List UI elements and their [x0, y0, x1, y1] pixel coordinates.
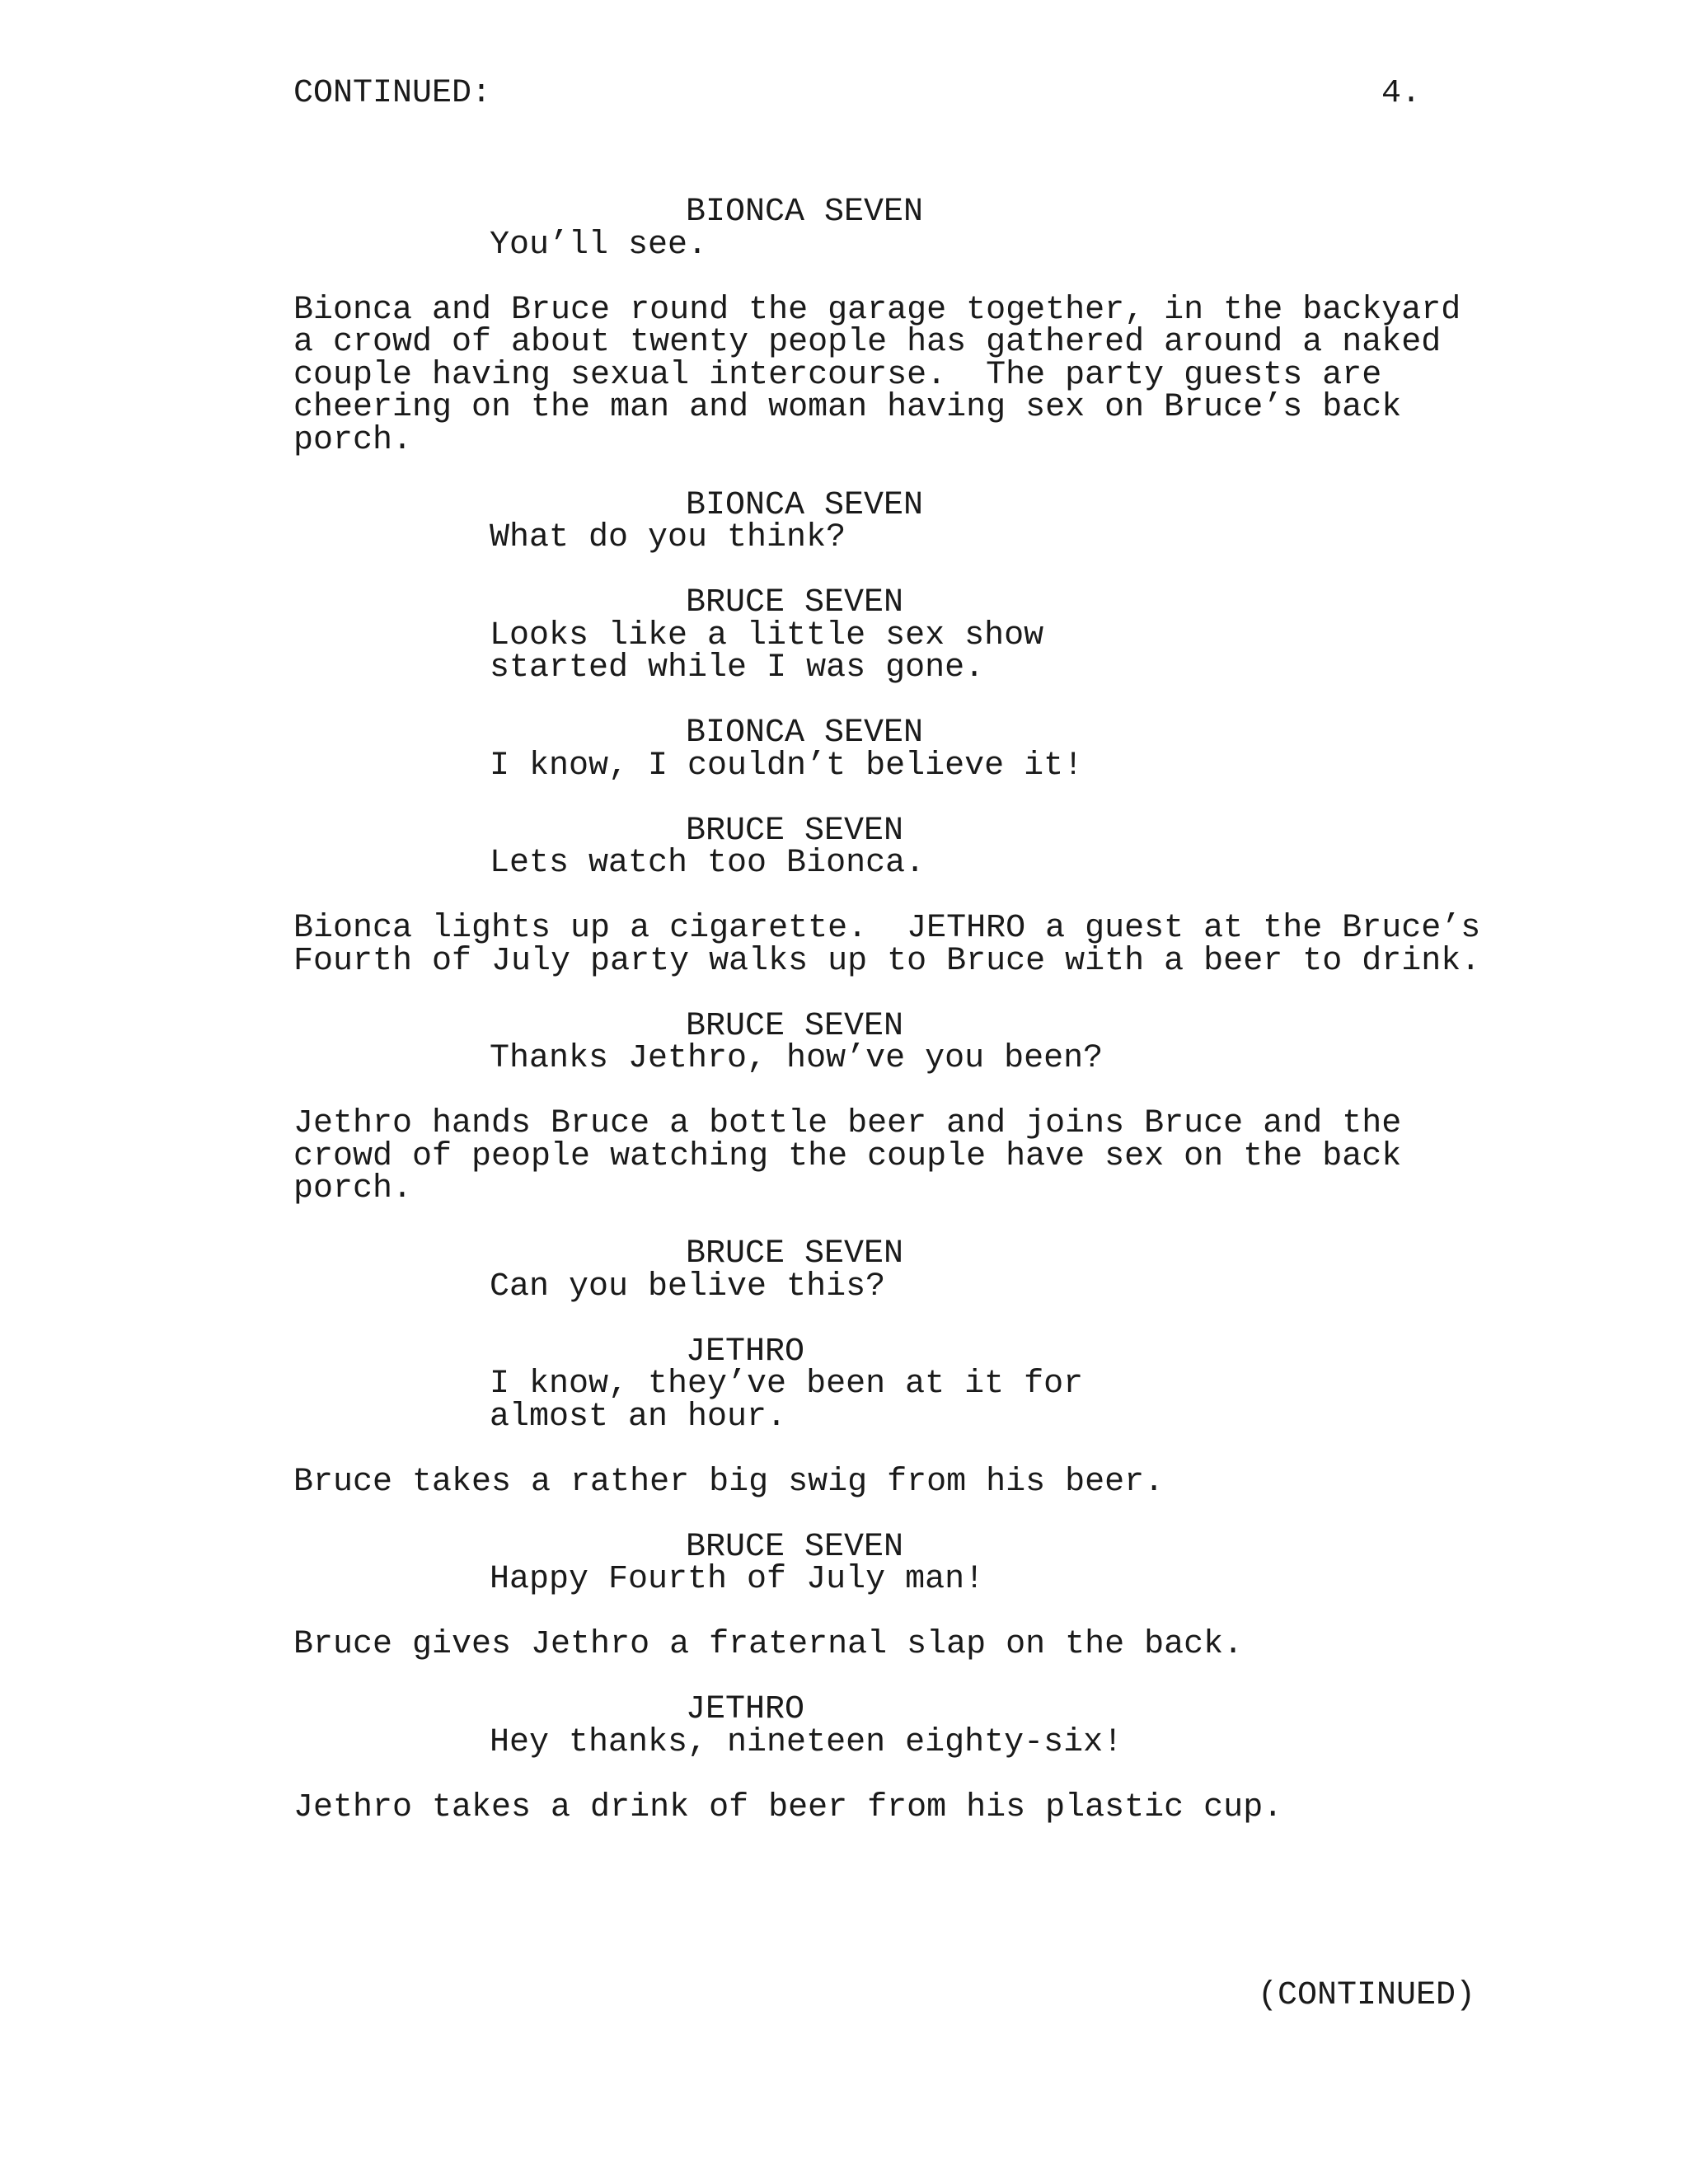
action-text: Bruce takes a rather big swig from his beer. — [293, 1463, 1165, 1501]
action-text: Bionca lights up a cigarette. JETHRO a guest at the Bruce’s Fourth of July party walks up to Bruce with a beer to drink. — [293, 910, 1481, 980]
character-name: BRUCE SEVEN — [686, 1007, 904, 1045]
page-number: 4. — [1381, 75, 1422, 112]
character-name: BRUCE SEVEN — [686, 1235, 904, 1272]
dialogue-block — [293, 486, 1505, 556]
dialogue-block — [293, 1235, 1505, 1305]
action-text: Bruce gives Jethro a fraternal slap on the back. — [293, 1626, 1244, 1663]
action-text: Bionca and Bruce round the garage together, in the backyard a crowd of about twenty people has gathered around a naked couple having sexual intercourse. The party guests are cheering on the man and woman having sex on Bruce’s back porch. — [293, 291, 1461, 459]
dialogue-block — [293, 1691, 1505, 1761]
dialogue-block — [293, 194, 1505, 264]
character-name: JETHRO — [686, 1691, 805, 1728]
character-name: BRUCE SEVEN — [686, 584, 904, 621]
action-text: Jethro hands Bruce a bottle beer and joins Bruce and the crowd of people watching the couple have sex on the back porch. — [293, 1105, 1402, 1207]
dialogue-text: Lets watch too Bionca. — [490, 845, 926, 882]
dialogue-text: Looks like a little sex show started while I was gone. — [490, 616, 1044, 687]
script-body — [293, 196, 1505, 1857]
character-name: BIONCA SEVEN — [686, 715, 924, 752]
dialogue-text: Happy Fourth of July man! — [490, 1561, 985, 1598]
action-text: Jethro takes a drink of beer from his plastic cup. — [293, 1788, 1283, 1826]
character-name: BRUCE SEVEN — [686, 1528, 904, 1566]
dialogue-block — [293, 1333, 1505, 1436]
character-name: JETHRO — [686, 1333, 805, 1371]
dialogue-text: You’ll see. — [490, 226, 708, 264]
dialogue-text: Hey thanks, nineteen eighty-six! — [490, 1723, 1123, 1761]
dialogue-text: I know, they’ve been at it for almost an hour. — [490, 1366, 1084, 1436]
dialogue-block — [293, 812, 1505, 882]
character-name: BIONCA SEVEN — [686, 194, 924, 231]
dialogue-text: Thanks Jethro, how’ve you been? — [490, 1040, 1104, 1077]
character-name: BRUCE SEVEN — [686, 812, 904, 850]
dialogue-text: Can you belive this? — [490, 1268, 886, 1305]
character-name: BIONCA SEVEN — [686, 486, 924, 524]
dialogue-block — [293, 715, 1505, 785]
continued-footer: (CONTINUED) — [1258, 1977, 1476, 2014]
dialogue-block — [293, 584, 1505, 687]
dialogue-text: I know, I couldn’t believe it! — [490, 747, 1084, 785]
dialogue-block — [293, 1007, 1505, 1077]
continued-header: CONTINUED: — [293, 75, 492, 112]
dialogue-text: What do you think? — [490, 519, 846, 556]
dialogue-block — [293, 1528, 1505, 1598]
